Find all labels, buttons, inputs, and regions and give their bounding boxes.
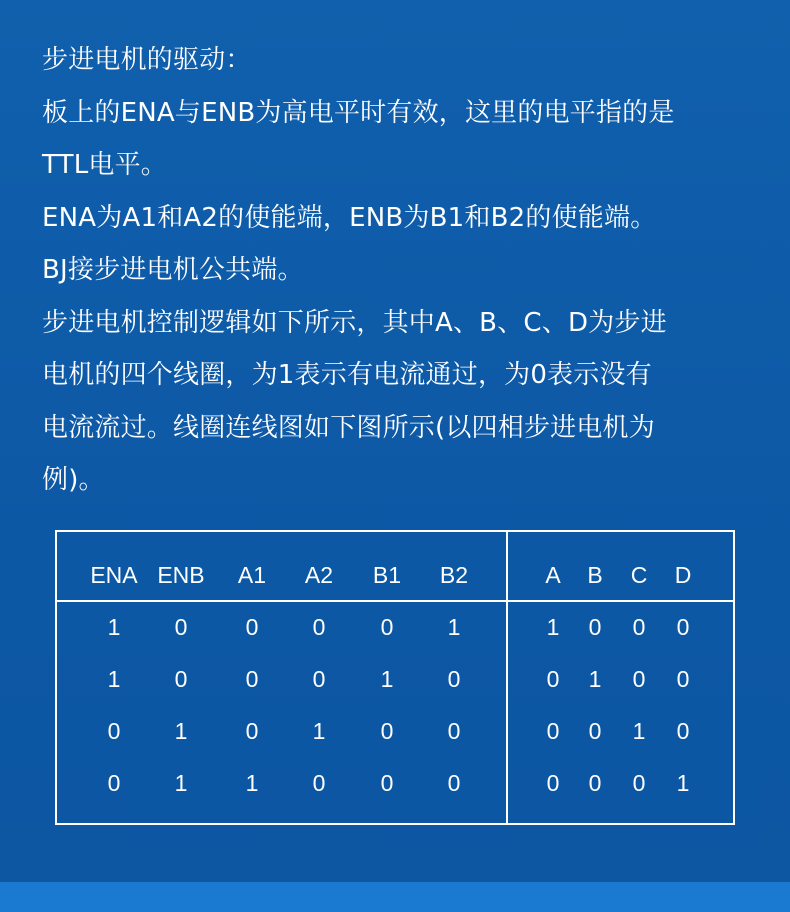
table-cell: 1 [588,666,602,692]
table-cell: 0 [546,666,560,692]
paragraph-line: 电机的四个线圈，为1表示有电流通过，为0表示没有 [42,360,652,390]
table-header-cell: B1 [372,562,402,588]
paragraph-line: 步进电机的驱动： [42,45,252,75]
table-cell: 0 [174,666,188,692]
paragraph-line: ENA为A1和A2的使能端，ENB为B1和B2的使能端。 [42,202,657,233]
table-cell: 0 [380,770,394,796]
table-cell: 0 [588,718,602,744]
table-cell: 0 [245,666,259,692]
table-cell: 0 [245,614,259,640]
table-cell: 0 [174,614,188,640]
table-cell: 0 [588,770,602,796]
table-cell: 0 [107,718,121,744]
table-cell: 1 [676,770,690,796]
table-cell: 0 [546,718,560,744]
table-cell: 1 [174,770,188,796]
table-cell: 0 [380,614,394,640]
table-header-cell: A2 [304,562,334,588]
table-cell: 1 [380,666,394,692]
table-cell: 1 [632,718,646,744]
table-header-cell: D [674,562,692,588]
table-header-cell: C [630,562,648,588]
table-cell: 1 [107,614,121,640]
table-cell: 1 [107,666,121,692]
table-cell: 0 [676,614,690,640]
bottom-band [0,882,790,912]
table-cell: 0 [245,718,259,744]
paragraph-line: 步进电机控制逻辑如下所示，其中A、B、C、D为步进 [42,307,667,338]
paragraph-line: 例)。 [42,465,105,495]
table-vertical-divider [506,532,508,823]
table-cell: 0 [107,770,121,796]
table-cell: 0 [632,614,646,640]
table-cell: 0 [380,718,394,744]
table-cell: 0 [447,718,461,744]
table-cell: 0 [312,666,326,692]
table-cell: 0 [676,718,690,744]
description-text [42,34,762,507]
table-cell: 0 [447,666,461,692]
table-cell: 1 [245,770,259,796]
table-cell: 0 [632,666,646,692]
table-cell: 0 [312,614,326,640]
paragraph-line: 板上的ENA与ENB为高电平时有效，这里的电平指的是 [42,97,675,128]
table-cell: 0 [312,770,326,796]
paragraph-line: 电流流过。线圈连线图如下图所示(以四相步进电机为 [42,412,655,443]
table-cell: 1 [447,614,461,640]
table-cell: 0 [632,770,646,796]
table-header-cell: A1 [237,562,267,588]
table-header-cell: A [545,562,561,588]
table-cell: 0 [447,770,461,796]
table-cell: 1 [312,718,326,744]
table-cell: 0 [546,770,560,796]
table-cell: 0 [676,666,690,692]
logic-table [55,530,735,825]
table-cell: 1 [546,614,560,640]
paragraph-line: TTL电平。 [42,150,167,180]
table-header-cell: ENA [90,562,138,588]
table-header-divider [57,600,733,602]
table-cell: 1 [174,718,188,744]
table-header-cell: B [587,562,603,588]
table-header-cell: B2 [439,562,469,588]
table-cell: 0 [588,614,602,640]
paragraph-line: BJ接步进电机公共端。 [42,255,304,285]
table-header-cell: ENB [157,562,205,588]
